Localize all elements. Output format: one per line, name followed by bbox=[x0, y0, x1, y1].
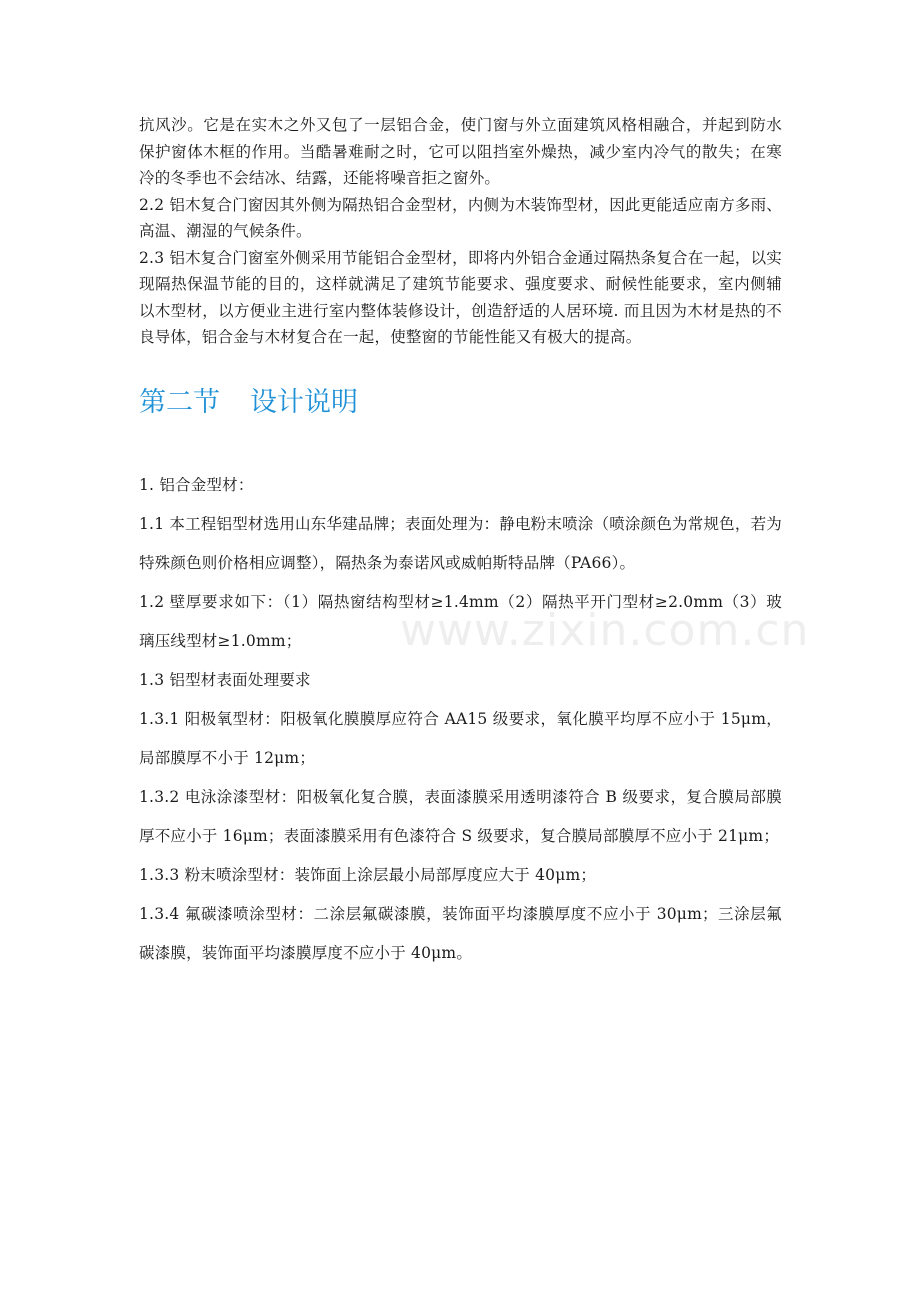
item-1-3-4: 1.3.4 氟碳漆喷涂型材：二涂层氟碳漆膜，装饰面平均漆膜厚度不应小于 30μm；三涂层氟碳漆膜，装饰面平均漆膜厚度不应小于 40μm。 bbox=[139, 904, 782, 962]
item-1-3-3: 1.3.3 粉末喷涂型材：装饰面上涂层最小局部厚度应大于 40μm； bbox=[139, 865, 597, 884]
paragraph-intro: 抗风沙。它是在实木之外又包了一层铝合金，使门窗与外立面建筑风格相融合，并起到防水保护窗体木框的作用。当酷暑难耐之时，它可以阻挡室外燥热，减少室内冷气的散失；在寒冷的冬季也不会结冰、结露，还能将噪音拒之窗外。 bbox=[139, 116, 782, 187]
paragraph-2-2: 2.2 铝木复合门窗因其外侧为隔热铝合金型材，内侧为木装饰型材，因此更能适应南方多雨、高温、潮湿的气候条件。 bbox=[139, 195, 782, 240]
item-1: 1. 铝合金型材： bbox=[139, 475, 254, 494]
item-1-1: 1.1 本工程铝型材选用山东华建品牌；表面处理为：静电粉末喷涂（喷涂颜色为常规色，若为特殊颜色则价格相应调整），隔热条为泰诺风或威帕斯特品牌（PA66）。 bbox=[139, 514, 782, 572]
section-title: 设计说明 bbox=[250, 386, 358, 418]
item-1-2: 1.2 壁厚要求如下：（1）隔热窗结构型材≥1.4mm（2）隔热平开门型材≥2.0mm（3）玻璃压线型材≥1.0mm； bbox=[139, 592, 782, 650]
item-1-3: 1.3 铝型材表面处理要求 bbox=[139, 670, 311, 689]
item-1-3-2: 1.3.2 电泳涂漆型材：阳极氧化复合膜，表面漆膜采用透明漆符合 B 级要求，复合膜局部膜厚不应小于 16μm；表面漆膜采用有色漆符合 S 级要求，复合膜局部膜厚不应小于 21μm； bbox=[139, 787, 782, 845]
section-number: 第二节 bbox=[139, 386, 220, 418]
document-page bbox=[139, 112, 782, 973]
paragraph-2-3: 2.3 铝木复合门窗室外侧采用节能铝合金型材，即将内外铝合金通过隔热条复合在一起，以实现隔热保温节能的目的，这样就满足了建筑节能要求、强度要求、耐候性能要求，室内侧辅以木型材，以方便业主进行室内整体装修设计，创造舒适的人居环境. 而且因为木材是热的不良导体，铝合金与木材复合在一起，使整窗的节能性能又有极大的提高。 bbox=[139, 248, 782, 346]
watermark-text: www.zixin.com.cn bbox=[400, 605, 810, 656]
item-1-3-1: 1.3.1 阳极氧型材：阳极氧化膜膜厚应符合 AA15 级要求，氧化膜平均厚不应小于 15μm，局部膜厚不小于 12μm； bbox=[139, 709, 782, 767]
section-heading bbox=[139, 381, 782, 425]
